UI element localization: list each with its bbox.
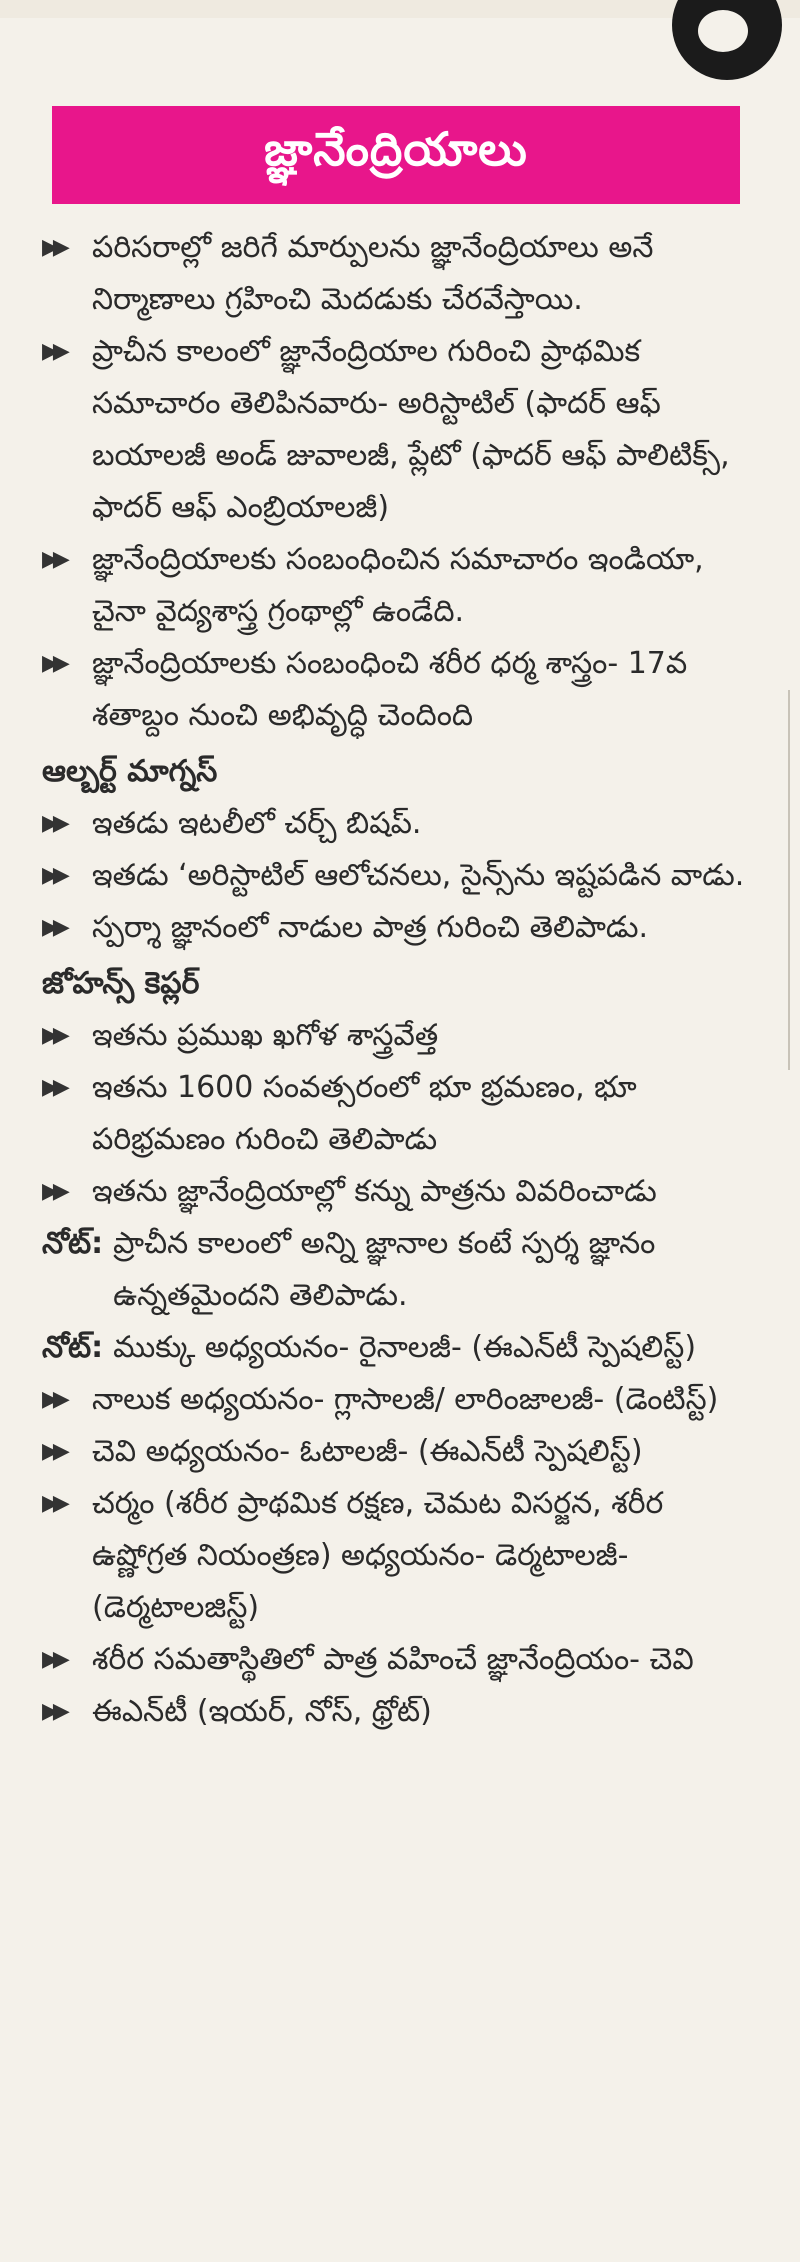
bullet-item xyxy=(42,326,760,534)
bullet-item-text: శరీర సమతాస్థితిలో పాత్ర వహించే జ్ఞానేంద్రియం- చెవి xyxy=(92,1642,694,1677)
double-triangle-bullet-icon: ▶▶ xyxy=(42,1647,64,1672)
note-text: ప్రాచీన కాలంలో అన్ని జ్ఞానాల కంటే స్పర్శ జ్ఞానం ఉన్నతమైందని తెలిపాడు. xyxy=(113,1226,656,1313)
bullet-item-text: చెవి అధ్యయనం- ఓటాలజీ- (ఈఎన్‌టీ స్పెషలిస్ట్) xyxy=(92,1434,643,1469)
page-corner-mark-icon xyxy=(672,0,782,80)
double-triangle-bullet-icon: ▶▶ xyxy=(42,1491,64,1516)
double-triangle-bullet-icon: ▶▶ xyxy=(42,339,64,364)
double-triangle-bullet-icon: ▶▶ xyxy=(42,235,64,260)
bullet-item xyxy=(42,1062,760,1166)
double-triangle-bullet-icon: ▶▶ xyxy=(42,863,64,888)
bullet-item xyxy=(42,1634,760,1686)
bullet-item xyxy=(42,534,760,638)
bullet-item xyxy=(42,1478,760,1634)
bullet-item-text: జ్ఞానేంద్రియాలకు సంబంధించి శరీర ధర్మ శాస్త్రం- 17వ శతాబ్దం నుంచి అభివృద్ధి చెందింది xyxy=(92,646,688,733)
bullet-item xyxy=(42,222,760,326)
double-triangle-bullet-icon: ▶▶ xyxy=(42,1075,64,1100)
bullet-item xyxy=(42,1686,760,1738)
subsection-heading: జోహన్స్ కెప్లర్ xyxy=(42,966,200,1001)
double-triangle-bullet-icon: ▶▶ xyxy=(42,811,64,836)
bullet-item xyxy=(42,798,760,850)
bullet-item xyxy=(42,1166,760,1218)
bullet-item-text: నాలుక అధ్యయనం- గ్లాసాలజీ/ లారింజాలజీ- (డెంటిస్ట్) xyxy=(92,1382,719,1417)
double-triangle-bullet-icon: ▶▶ xyxy=(42,1699,64,1724)
double-triangle-bullet-icon: ▶▶ xyxy=(42,1387,64,1412)
bullet-item xyxy=(42,1374,760,1426)
double-triangle-bullet-icon: ▶▶ xyxy=(42,547,64,572)
bullet-item-text: జ్ఞానేంద్రియాలకు సంబంధించిన సమాచారం ఇండియా, చైనా వైద్యశాస్త్ర గ్రంథాల్లో ఉండేది. xyxy=(92,542,704,629)
bullet-item xyxy=(42,902,760,954)
bullet-item xyxy=(42,1010,760,1062)
bullet-item-text: స్పర్శా జ్ఞానంలో నాడుల పాత్ర గురించి తెలిపాడు. xyxy=(92,910,649,945)
bullet-item-text: పరిసరాల్లో జరిగే మార్పులను జ్ఞానేంద్రియాలు అనే నిర్మాణాలు గ్రహించి మెదడుకు చేరవేస్తాయి. xyxy=(92,230,654,317)
bullet-item-text: ఇతను 1600 సంవత్సరంలో భూ భ్రమణం, భూ పరిభ్రమణం గురించి తెలిపాడు xyxy=(92,1070,637,1157)
section-banner xyxy=(52,106,740,204)
note-block xyxy=(42,1322,760,1374)
note-label: నోట్: xyxy=(42,1226,104,1261)
column-divider xyxy=(788,690,790,1070)
bullet-item xyxy=(42,850,760,902)
bullet-item-text: ఇతడు ఇటలీలో చర్చ్ బిషప్. xyxy=(92,806,422,841)
note-text: ముక్కు అధ్యయనం- రైనాలజీ- (ఈఎన్‌టీ స్పెషలిస్ట్) xyxy=(113,1330,697,1365)
bullet-item-text: ఇతను ప్రముఖ ఖగోళ శాస్త్రవేత్త xyxy=(92,1018,439,1053)
bullet-item-text: ప్రాచీన కాలంలో జ్ఞానేంద్రియాల గురించి ప్రాథమిక సమాచారం తెలిపినవారు- అరిస్టాటిల్ (ఫాదర్ ఆఫ్ బయాలజీ అండ్ జువాలజీ, ప్లేటో (ఫాదర్ ఆఫ్ పాలిటిక్స్, ఫాదర్ ఆఫ్ ఎంబ్రియాలజీ) xyxy=(92,334,730,525)
bullet-item-text: చర్మం (శరీర ప్రాథమిక రక్షణ, చెమట విసర్జన, శరీర ఉష్ణోగ్రత నియంత్రణ) అధ్యయనం- డెర్మటాలజీ- (డెర్మటాలజిస్ట్) xyxy=(92,1486,664,1625)
bullet-item-text: ఈఎన్‌టీ (ఇయర్, నోస్, థ్రోట్) xyxy=(92,1694,432,1729)
note-block xyxy=(42,1218,760,1322)
article-body xyxy=(42,222,760,1738)
banner-title: జ్ఞానేంద్రియాలు xyxy=(264,122,528,176)
double-triangle-bullet-icon: ▶▶ xyxy=(42,1439,64,1464)
bullet-item xyxy=(42,638,760,742)
double-triangle-bullet-icon: ▶▶ xyxy=(42,915,64,940)
bullet-item-text: ఇతడు ‘అరిస్టాటిల్ ఆలోచనలు, సైన్స్‌ను ఇష్టపడిన వాడు. xyxy=(92,858,745,893)
bullet-item-text: ఇతను జ్ఞానేంద్రియాల్లో కన్ను పాత్రను వివరించాడు xyxy=(92,1174,657,1209)
subsection-heading: ఆల్బర్ట్ మాగ్నస్ xyxy=(42,754,218,789)
double-triangle-bullet-icon: ▶▶ xyxy=(42,651,64,676)
double-triangle-bullet-icon: ▶▶ xyxy=(42,1179,64,1204)
note-label: నోట్: xyxy=(42,1330,104,1365)
double-triangle-bullet-icon: ▶▶ xyxy=(42,1023,64,1048)
bullet-item xyxy=(42,1426,760,1478)
